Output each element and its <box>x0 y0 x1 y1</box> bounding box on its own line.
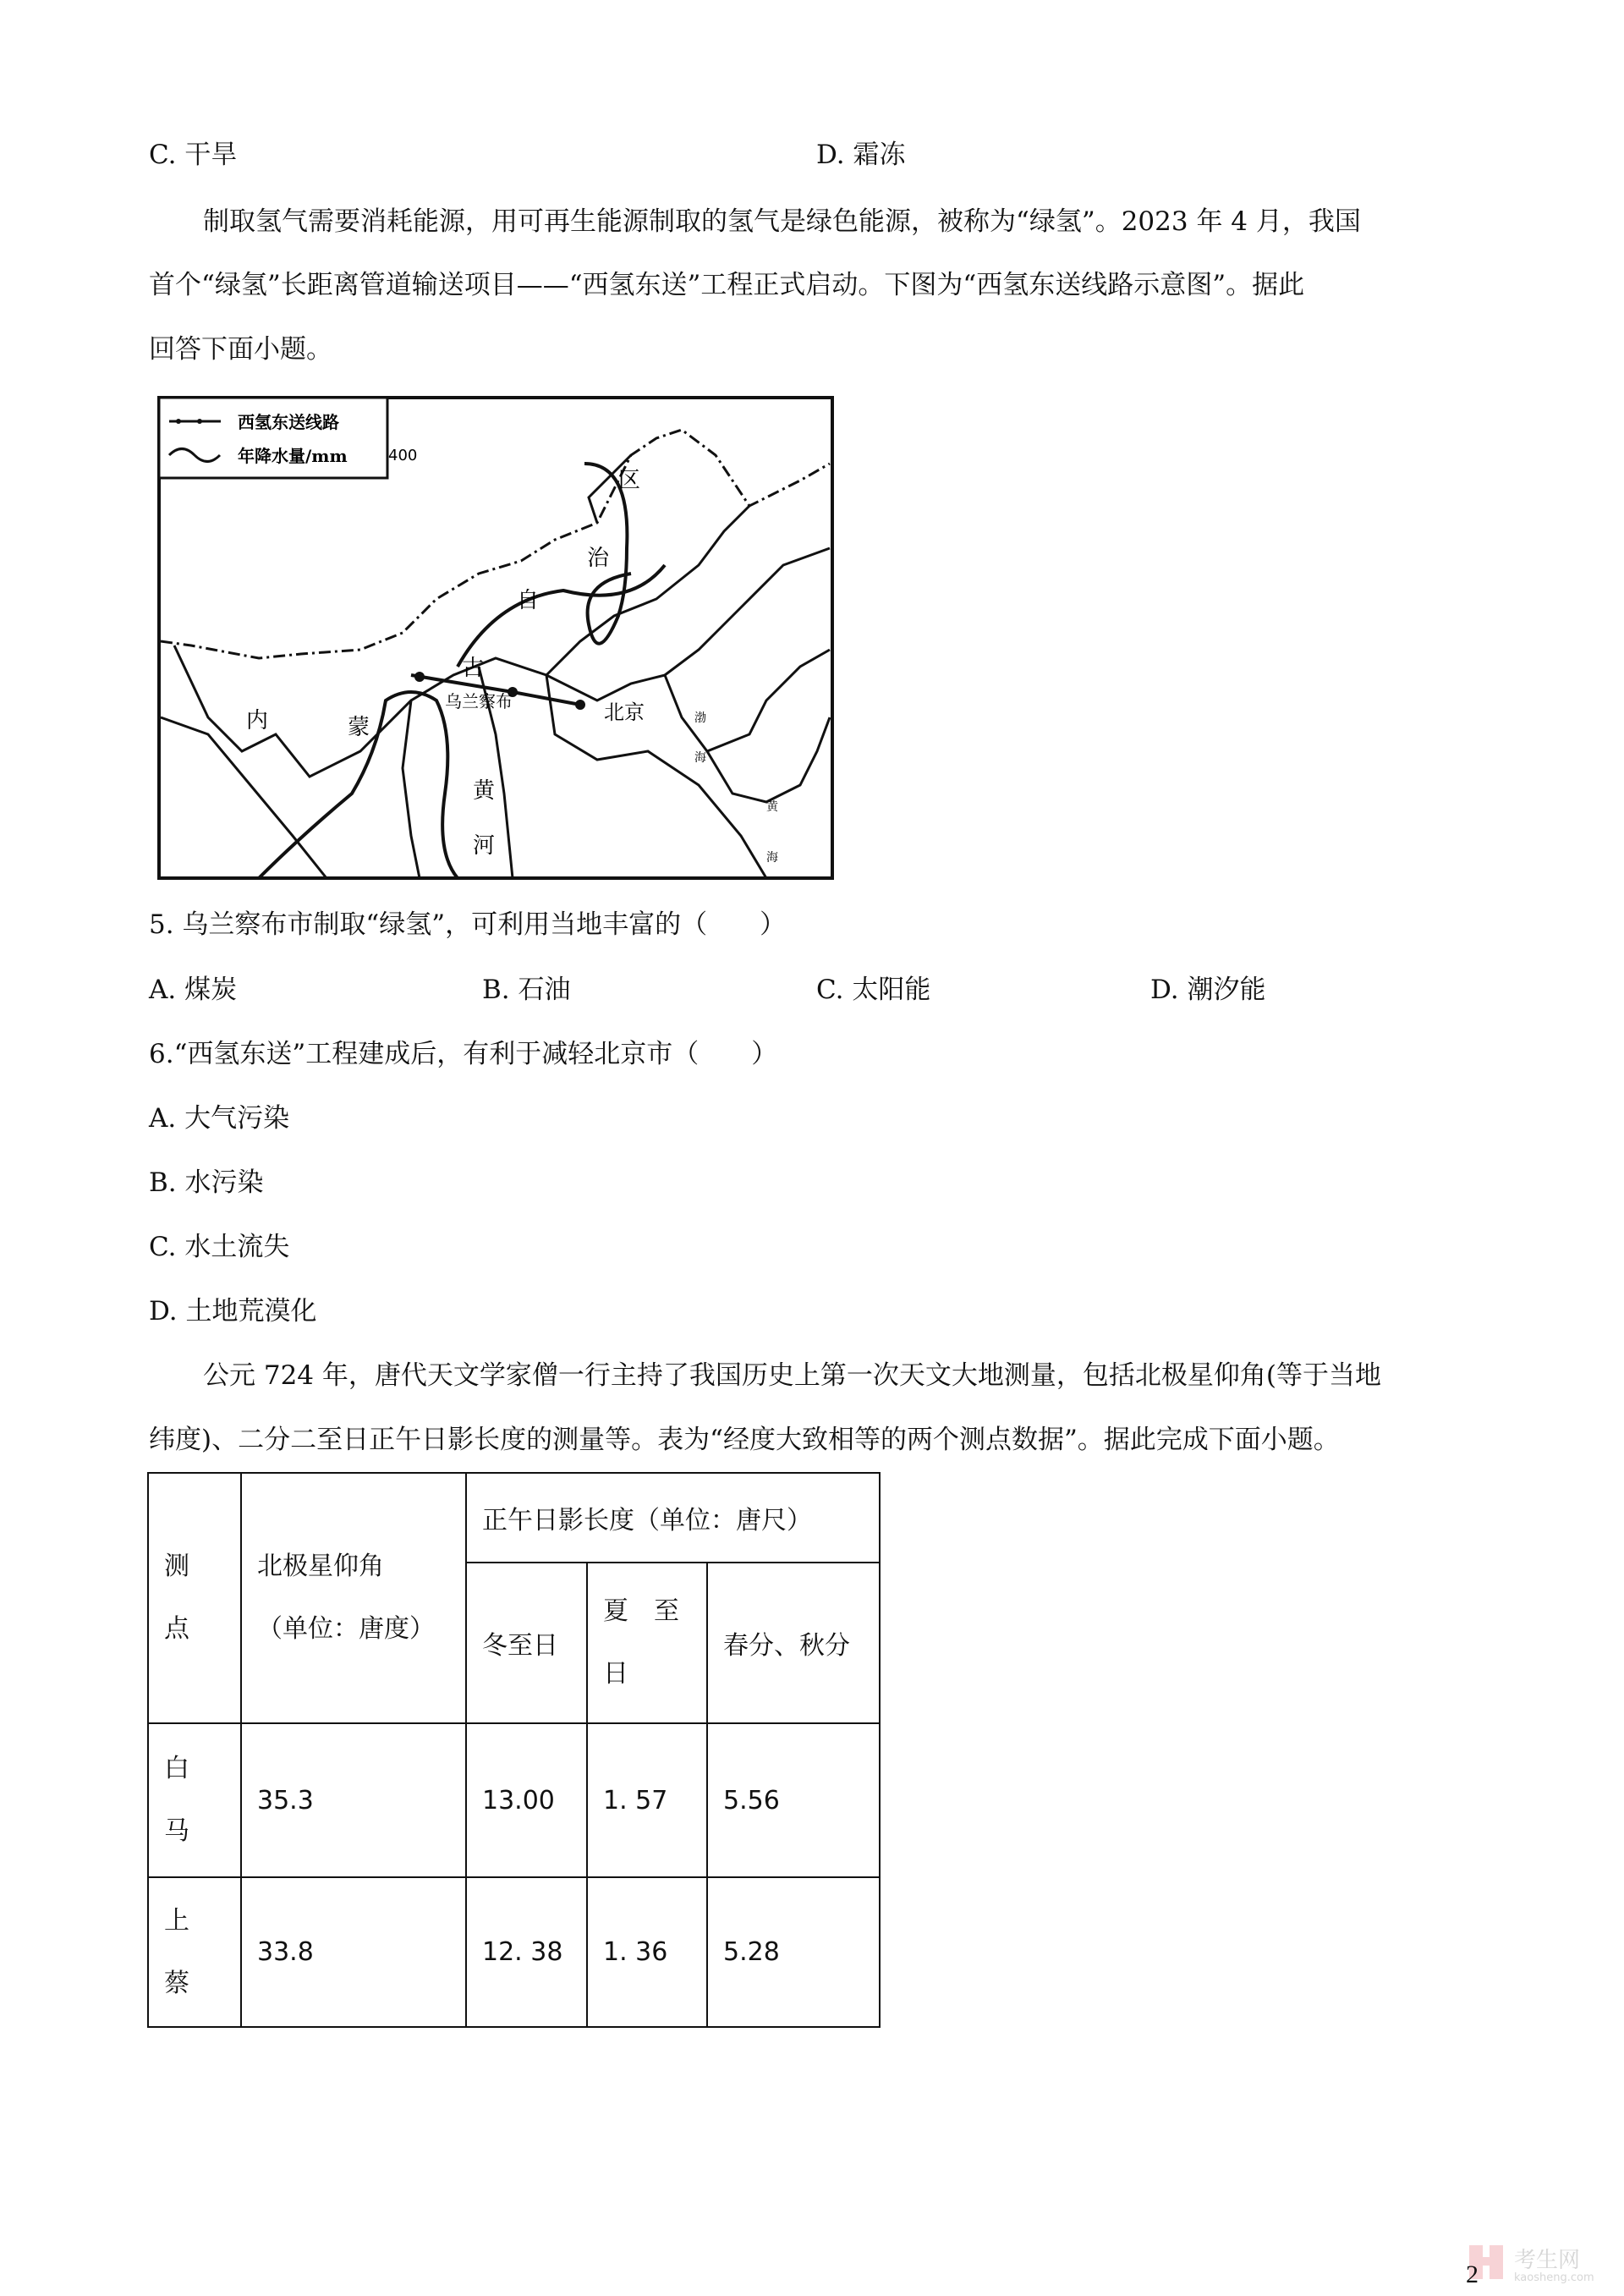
legend-route: 西氢东送线路 <box>238 412 339 432</box>
q6-option-b: B. 水污染 <box>149 1167 264 1198</box>
legend-precip: 年降水量/mm <box>238 446 348 466</box>
header-winter: 冬至日 <box>466 1563 587 1723</box>
city-label-beijing: 北京 <box>604 700 645 724</box>
map-label: 古 <box>462 656 485 681</box>
header-point: 测 点 <box>148 1473 241 1723</box>
svg-text:考生网: 考生网 <box>1514 2248 1581 2273</box>
map-legend <box>159 398 387 478</box>
table-row: 上 蔡 33.8 12. 38 1. 36 5.28 <box>148 1877 880 2027</box>
map-label: 河 <box>473 833 496 859</box>
map-label: 自 <box>517 588 540 613</box>
intro2-line: 纬度)、二分二至日正午日影长度的测量等。表为“经度大致相等的两个测点数据”。据此完成下面小题。 <box>149 1425 1340 1455</box>
q5-stem: 5. 乌兰察布市制取“绿氢”，可利用当地丰富的（ ） <box>149 909 787 940</box>
map-label: 海 <box>766 851 778 865</box>
q6-stem: 6.“西氢东送”工程建成后，有利于减轻北京市（ ） <box>149 1039 778 1069</box>
isoline-label: 400 <box>388 447 418 464</box>
q6-option-c: C. 水土流失 <box>149 1232 290 1262</box>
header-equinox: 春分、秋分 <box>707 1563 880 1723</box>
intro1-line: 制取氢气需要消耗能源，用可再生能源制取的氢气是绿色能源，被称为“绿氢”。2023 年 4 月，我国 <box>203 206 1361 237</box>
q5-option-a: A. 煤炭 <box>149 975 238 1005</box>
map-label: 区 <box>618 468 641 493</box>
q5-option-c: C. 太阳能 <box>816 975 931 1005</box>
measurement-table <box>147 1472 881 2028</box>
kaosheng-watermark-logo <box>1468 2242 1624 2284</box>
intro1-line: 首个“绿氢”长距离管道输送项目——“西氢东送”工程正式启动。下图为“西氢东送线路示意图”。据此 <box>149 270 1305 300</box>
map-label: 内 <box>246 708 269 733</box>
q6-option-a: A. 大气污染 <box>149 1103 290 1134</box>
q5-option-b: B. 石油 <box>482 975 571 1005</box>
q5-option-d: D. 潮汐能 <box>1150 975 1266 1005</box>
header-shadow: 正午日影长度（单位：唐尺） <box>466 1473 880 1563</box>
svg-text:kaosheng.com: kaosheng.com <box>1514 2271 1594 2284</box>
q6-option-d: D. 土地荒漠化 <box>149 1296 317 1327</box>
hydrogen-route-map <box>157 396 834 880</box>
map-label: 黄 <box>473 778 496 804</box>
page-number: 2 <box>1466 2260 1479 2288</box>
map-label: 黄 <box>766 800 778 814</box>
option-c: C. 干旱 <box>149 140 238 170</box>
city-label-ulanqab: 乌兰察布 <box>445 691 513 711</box>
table-row: 白 马 35.3 13.00 1. 57 5.56 <box>148 1723 880 1877</box>
option-d: D. 霜冻 <box>816 140 906 170</box>
map-label: 海 <box>694 751 706 765</box>
map-label: 蒙 <box>348 715 370 740</box>
header-angle: 北极星仰角 （单位：唐度） <box>241 1473 466 1723</box>
map-label: 渤 <box>694 711 706 725</box>
intro1-line: 回答下面小题。 <box>149 334 332 365</box>
header-summer: 夏 至 日 <box>587 1563 707 1723</box>
map-label: 治 <box>587 546 610 571</box>
intro2-line: 公元 724 年，唐代天文学家僧一行主持了我国历史上第一次天文大地测量，包括北极星仰角(等于当地 <box>203 1360 1381 1391</box>
